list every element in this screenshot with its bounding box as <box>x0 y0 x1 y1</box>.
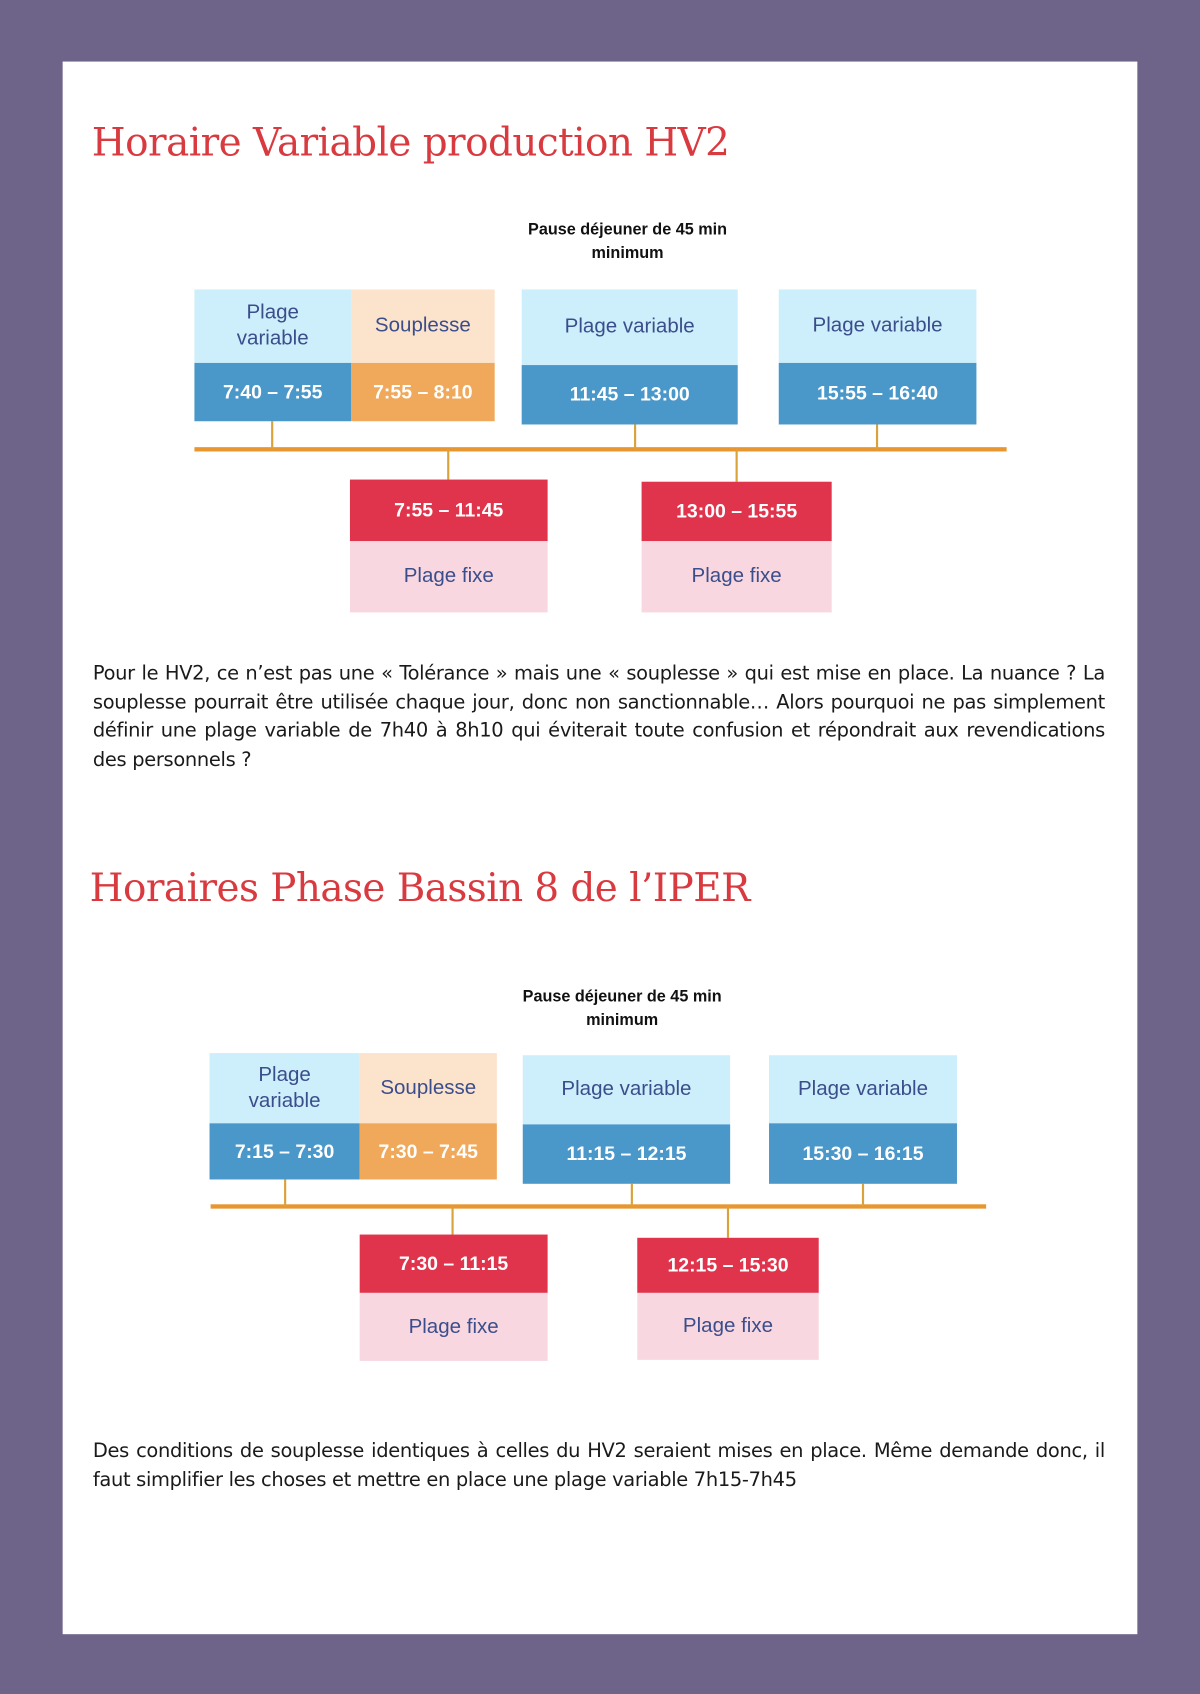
period-label: Plage variable <box>769 1055 957 1123</box>
timeline-tick <box>876 424 878 449</box>
period-time: 7:30 – 11:15 <box>360 1235 548 1293</box>
period-time: 7:55 – 8:10 <box>351 363 495 421</box>
timeline-tick <box>736 449 738 481</box>
paragraph: Des conditions de souplesse identiques à celles du HV2 seraient mises en place. Même demande donc, il faut simplifier les choses et mettre en place une plage variable 7h15-7h45 <box>92 1439 1105 1492</box>
period-time: 15:30 – 16:15 <box>769 1123 957 1183</box>
timeline-tick <box>862 1184 864 1207</box>
caption-line: minimum <box>591 244 664 263</box>
period-label: Plage variable <box>522 289 738 365</box>
section-title: Horaire Variable production HV2 <box>91 120 730 166</box>
period-time: 7:30 – 7:45 <box>360 1123 497 1179</box>
timeline <box>211 1204 987 1208</box>
timeline-tick <box>727 1206 729 1237</box>
timeline-tick <box>284 1179 286 1206</box>
period-time: 11:45 – 13:00 <box>522 365 738 424</box>
period-label: Plage fixe <box>642 541 832 612</box>
diagram-caption <box>482 985 763 1033</box>
timeline-tick <box>271 421 273 449</box>
diagram-caption <box>487 218 768 266</box>
timeline <box>194 447 1006 451</box>
period-label: Souplesse <box>351 289 495 362</box>
period-time: 7:40 – 7:55 <box>194 363 351 421</box>
paragraph: Pour le HV2, ce n’est pas une « Tolérance » mais une « souplesse » qui est mise en place. La nuance ? La souplesse pourrait être utilisée chaque jour, donc non sanctionnable… Alors pourquoi ne pas simplement définir une plage variable de 7h40 à 8h10 qui éviterait toute confusion et répondrait aux revendications des personnels ? <box>92 662 1105 771</box>
caption-line: Pause déjeuner de 45 min <box>528 220 728 239</box>
period-label: Souplesse <box>360 1053 497 1123</box>
period-time: 15:55 – 16:40 <box>779 363 977 425</box>
timeline-tick <box>451 1206 453 1234</box>
period-label: Plage fixe <box>360 1293 548 1361</box>
period-time: 7:55 – 11:45 <box>350 480 548 542</box>
section-title: Horaires Phase Bassin 8 de l’IPER <box>89 866 750 911</box>
caption-line: Pause déjeuner de 45 min <box>522 987 722 1006</box>
period-label: Plage variable <box>523 1055 730 1124</box>
timeline-tick <box>634 424 636 449</box>
period-time: 13:00 – 15:55 <box>642 482 832 541</box>
period-time: 11:15 – 12:15 <box>523 1124 730 1183</box>
period-time: 7:15 – 7:30 <box>210 1123 360 1179</box>
period-time: 12:15 – 15:30 <box>637 1238 818 1293</box>
period-label: Plage variable <box>779 289 977 362</box>
caption-line: minimum <box>586 1010 659 1030</box>
period-label: Plage variable <box>194 289 351 362</box>
period-label: Plage variable <box>210 1053 360 1123</box>
period-label: Plage fixe <box>350 541 548 612</box>
timeline-tick <box>631 1184 633 1207</box>
timeline-tick <box>447 449 449 479</box>
period-label: Plage fixe <box>637 1293 818 1360</box>
